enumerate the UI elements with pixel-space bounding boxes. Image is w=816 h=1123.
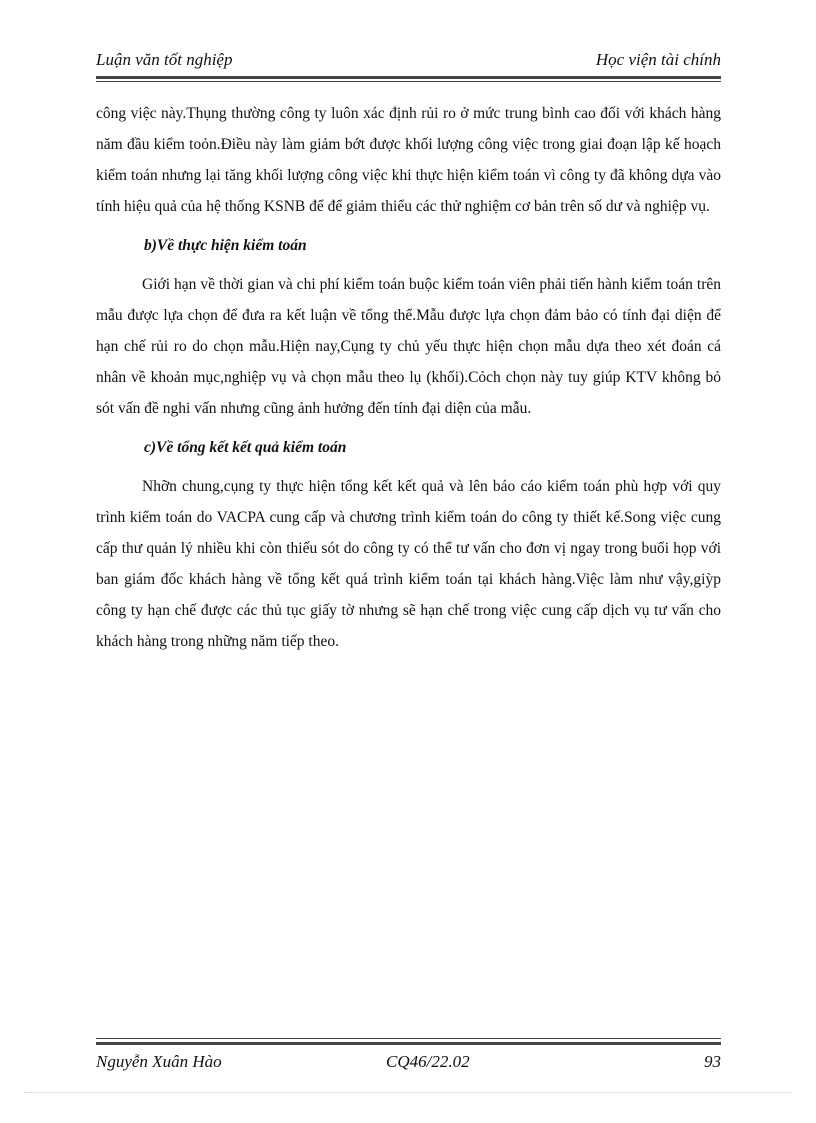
header-thesis-label: Luận văn tốt nghiệp [96, 50, 233, 69]
header-institution-label: Học viện tài chính [595, 50, 721, 69]
paragraph-audit-execution: Giới hạn về thời gian và chi phí kiểm toán buộc kiểm toán viên phải tiến hành kiểm toán trên mẫu được lựa chọn để đưa ra kết luận về tổng thể.Mẫu được lựa chọn đảm bảo có tính đại diện để hạn chế rủi ro do chọn mẫu.Hiện nay,Cụng ty chủ yếu thực hiện chọn mẫu dựa theo xét đoán cá nhân về khoản mục,nghiệp vụ và chọn mẫu theo lụ (khối).Cỏch chọn này tuy giúp KTV không bỏ sót vấn đề nghi vấn nhưng cũng ảnh hưởng đến tính đại diện của mẫu. [96, 276, 721, 417]
section-heading-b: b)Về thực hiện kiểm toán [144, 237, 307, 254]
section-heading-c: c)Về tổng kết kết quả kiểm toán [144, 439, 347, 456]
header-divider-thin [96, 81, 721, 82]
page-bottom-border [24, 1092, 792, 1093]
footer-class-code: CQ46/22.02 [386, 1052, 470, 1071]
footer-divider-thin [96, 1038, 721, 1039]
page-header [96, 50, 721, 74]
footer-divider [96, 1042, 721, 1045]
page-body [96, 98, 721, 657]
footer-author: Nguyễn Xuân Hào [96, 1052, 222, 1071]
page-footer [96, 1052, 721, 1076]
paragraph-audit-summary: Nhỡn chung,cụng ty thực hiện tổng kết kết quả và lên báo cáo kiểm toán phù hợp với quy trình kiểm toán do VACPA cung cấp và chương trình kiểm toán do công ty thiết kế.Song việc cung cấp thư quản lý nhiều khi còn thiếu sót do công ty có thể tư vấn cho đơn vị ngay trong buổi họp với ban giám đốc khách hàng về tổng kết quá trình kiểm toán tại khách hàng.Việc làm như vậy,giỳp công ty hạn chế được các thủ tục giấy tờ nhưng sẽ hạn chế trong việc cung cấp dịch vụ tư vấn cho khách hàng trong những năm tiếp theo. [96, 478, 721, 650]
paragraph-continued: công việc này.Thụng thường công ty luôn xác định rủi ro ở mức trung bình cao đối với khách hàng năm đầu kiểm toỏn.Điều này làm giảm bớt được khối lượng công việc trong giai đoạn lập kế hoạch kiểm toán nhưng lại tăng khối lượng công việc khi thực hiện kiểm toán vì công ty đã không dựa vào tính hiệu quả của hệ thống KSNB để để giảm thiểu các thử nghiệm cơ bản trên số dư và nghiệp vụ. [96, 105, 721, 215]
page-number: 93 [704, 1052, 721, 1071]
header-divider [96, 76, 721, 79]
